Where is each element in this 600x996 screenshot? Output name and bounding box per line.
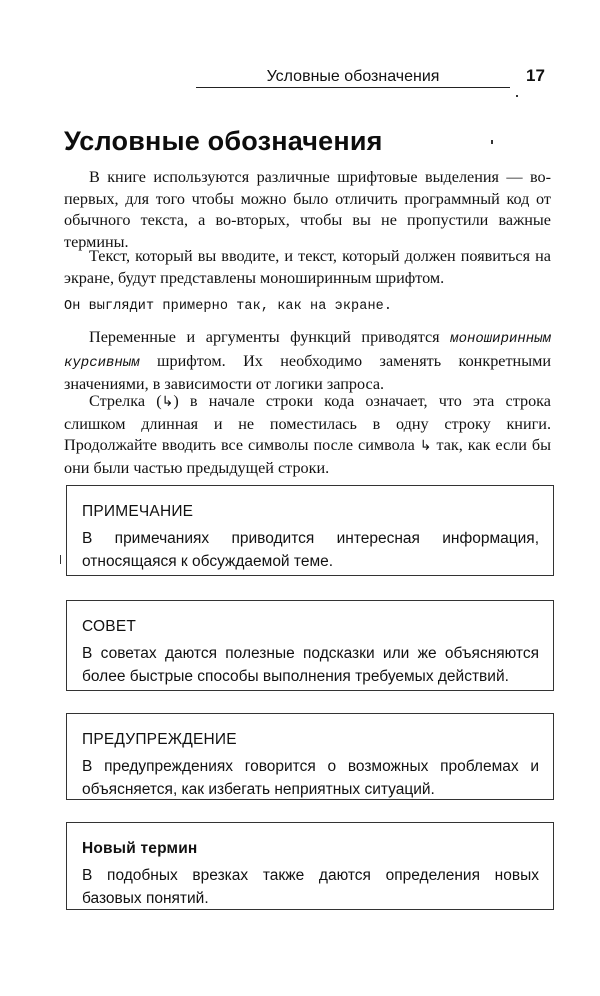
running-title: Условные обозначения xyxy=(266,68,440,85)
page-number: 17 xyxy=(526,66,545,85)
callout-new-term-text: В подобных врезках также даются определения новых базовых понятий. xyxy=(82,867,539,907)
callout-tip-title: СОВЕТ xyxy=(82,618,137,635)
running-header xyxy=(196,68,510,88)
scan-speck xyxy=(516,95,518,97)
chapter-title: Условные обозначения xyxy=(64,126,383,156)
callout-note-title: ПРИМЕЧАНИЕ xyxy=(82,503,194,520)
continuation-arrow-icon: ↳ xyxy=(419,438,432,454)
callout-note-text: В примечаниях приводится интересная информация, относящаяся к обсуждаемой теме. xyxy=(82,530,539,570)
paragraph-arrow-text-1: Стрелка ( xyxy=(89,392,162,410)
callout-new-term-title: Новый термин xyxy=(82,840,198,857)
scan-speck xyxy=(491,140,493,144)
callout-warning xyxy=(66,713,554,800)
paragraph-intro: В книге используются различные шрифтовые выделения — во-первых, для того чтобы можно было отличить программный код от обычного текста, а во-вторых, чтобы вы не пропустили важные термины. xyxy=(64,168,551,251)
paragraph-arrow-text-2: ) в начале строки кода означает, что эта строка слишком длинная и не поместилась в одну строку книги. Продолжайте вводить все символы после символа xyxy=(64,392,551,454)
paragraph-monospace: Текст, который вы вводите, и текст, который должен появиться на экране, будут представлены моноширинным шрифтом. xyxy=(64,247,551,287)
paragraph-variables xyxy=(64,327,551,396)
paragraph-arrow-text-3: так, как если бы они были частью предыдущей строки. xyxy=(64,436,551,477)
callout-tip-text: В советах даются полезные подсказки или же объясняются более быстрые способы выполнения требуемых действий. xyxy=(82,645,539,685)
callout-note xyxy=(66,485,554,576)
paragraph-variables-text-1: Переменные и аргументы функций приводятся xyxy=(89,328,451,346)
callout-warning-text: В предупреждениях говорится о возможных проблемах и объясняется, как избегать неприятных ситуаций. xyxy=(82,758,539,798)
callout-warning-title: ПРЕДУПРЕЖДЕНИЕ xyxy=(82,731,237,748)
mono-italic-term: моноширинным курсивным xyxy=(64,331,551,371)
monospace-example: Он выглядит примерно так, как на экране. xyxy=(64,299,393,314)
scan-speck xyxy=(60,555,61,564)
continuation-arrow-icon: ↳ xyxy=(161,394,174,410)
paragraph-arrow xyxy=(64,391,551,479)
callout-new-term xyxy=(66,822,554,910)
callout-tip xyxy=(66,600,554,691)
paragraph-variables-text-2: шрифтом. Их необходимо заменять конкретными значениями, в зависимости от логики запроса. xyxy=(64,351,551,393)
